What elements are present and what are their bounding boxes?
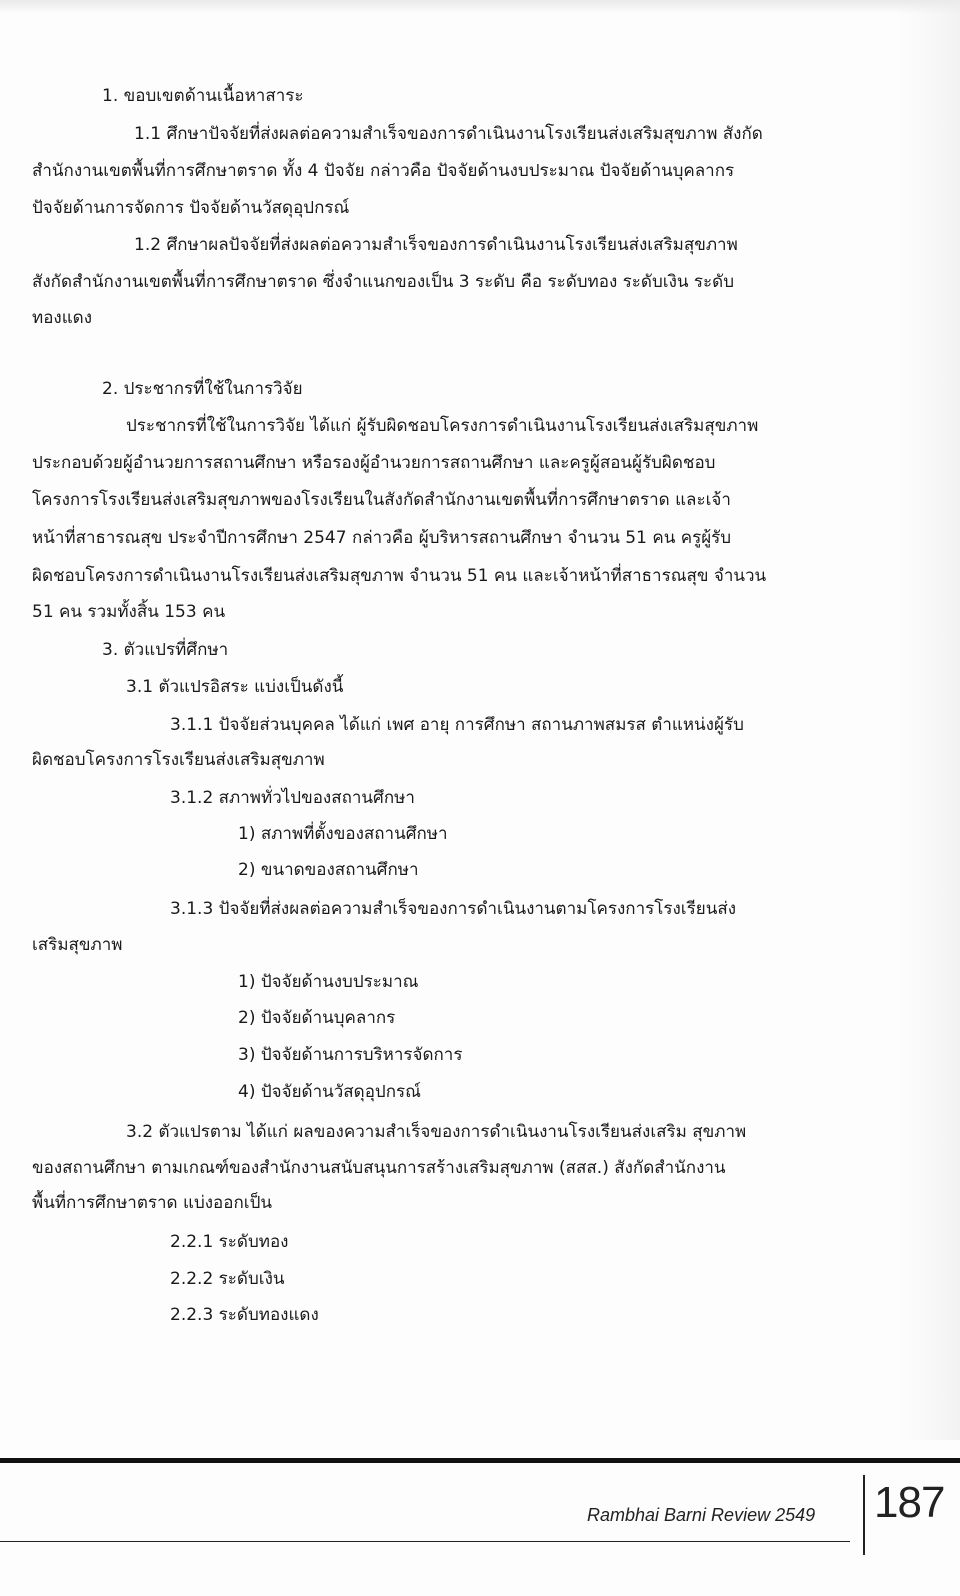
item-3-1-1-line-1: 3.1.1 ปัจจัยส่วนบุคคล ได้แก่ เพศ อายุ การศึกษา สถานภาพสมรส ตำแหน่งผู้รับ [170,715,744,735]
item-3-1-3-sub-2: 2) ปัจจัยด้านบุคลากร [238,1008,396,1028]
section-1-heading: 1. ขอบเขตด้านเนื้อหาสาระ [102,86,304,106]
section-2-para-line-3: โครงการโรงเรียนส่งเสริมสุขภาพของโรงเรียนในสังกัดสำนักงานเขตพื้นที่การศึกษาตราด และเจ้า [32,490,731,510]
section-2-para-line-6: 51 คน รวมทั้งสิ้น 153 คน [32,602,226,622]
item-1-1-line-1: 1.1 ศึกษาปัจจัยที่ส่งผลต่อความสำเร็จของการดำเนินงานโรงเรียนส่งเสริมสุขภาพ สังกัด [134,124,763,144]
page-number: 187 [874,1478,945,1527]
item-3-1-heading: 3.1 ตัวแปรอิสระ แบ่งเป็นดังนี้ [126,677,344,697]
scan-shadow-top [0,0,960,14]
section-2-heading: 2. ประชากรที่ใช้ในการวิจัย [102,379,303,399]
item-3-1-3-sub-3: 3) ปัจจัยด้านการบริหารจัดการ [238,1045,463,1065]
item-3-2-line-1: 3.2 ตัวแปรตาม ได้แก่ ผลของความสำเร็จของการดำเนินงานโรงเรียนส่งเสริม สุขภาพ [126,1122,747,1142]
item-3-1-2-sub-2: 2) ขนาดของสถานศึกษา [238,860,419,880]
item-3-1-2-sub-1: 1) สภาพที่ตั้งของสถานศึกษา [238,824,448,844]
item-3-1-3-line-1: 3.1.3 ปัจจัยที่ส่งผลต่อความสำเร็จของการดำเนินงานตามโครงการโรงเรียนส่ง [170,899,737,919]
section-2-para-line-2: ประกอบด้วยผู้อำนวยการสถานศึกษา หรือรองผู้อำนวยการสถานศึกษา และครูผู้สอนผู้รับผิดชอบ [32,453,716,473]
section-2-para-line-4: หน้าที่สาธารณสุข ประจำปีการศึกษา 2547 กล่าวคือ ผู้บริหารสถานศึกษา จำนวน 51 คน ครูผู้รับ [32,528,732,548]
footer-rule-vertical [863,1475,865,1555]
item-3-1-1-line-2: ผิดชอบโครงการโรงเรียนส่งเสริมสุขภาพ [32,750,325,770]
item-1-1-line-3: ปัจจัยด้านการจัดการ ปัจจัยด้านวัสดุอุปกรณ์ [32,198,350,218]
item-3-1-3-line-2: เสริมสุขภาพ [32,935,123,955]
section-2-para-line-5: ผิดชอบโครงการดำเนินงานโรงเรียนส่งเสริมสุขภาพ จำนวน 51 คน และเจ้าหน้าที่สาธารณสุข จำนวน [32,566,767,586]
level-gold: 2.2.1 ระดับทอง [170,1232,289,1252]
item-3-1-2-heading: 3.1.2 สภาพทั่วไปของสถานศึกษา [170,788,415,808]
footer-rule-thin [0,1541,850,1542]
section-3-heading: 3. ตัวแปรที่ศึกษา [102,640,229,660]
level-bronze: 2.2.3 ระดับทองแดง [170,1305,319,1325]
level-silver: 2.2.2 ระดับเงิน [170,1269,285,1289]
item-3-1-3-sub-1: 1) ปัจจัยด้านงบประมาณ [238,972,419,992]
journal-title: Rambhai Barni Review 2549 [587,1505,816,1525]
item-1-1-line-2: สำนักงานเขตพื้นที่การศึกษาตราด ทั้ง 4 ปัจจัย กล่าวคือ ปัจจัยด้านงบประมาณ ปัจจัยด้านบุคลากร [32,161,735,181]
item-3-1-3-sub-4: 4) ปัจจัยด้านวัสดุอุปกรณ์ [238,1082,421,1102]
item-3-2-line-2: ของสถานศึกษา ตามเกณฑ์ของสำนักงานสนับสนุนการสร้างเสริมสุขภาพ (สสส.) สังกัดสำนักงาน [32,1158,726,1178]
item-1-2-line-1: 1.2 ศึกษาผลปัจจัยที่ส่งผลต่อความสำเร็จของการดำเนินงานโรงเรียนส่งเสริมสุขภาพ [134,235,738,255]
section-2-para-line-1: ประชากรที่ใช้ในการวิจัย ได้แก่ ผู้รับผิดชอบโครงการดำเนินงานโรงเรียนส่งเสริมสุขภาพ [126,416,759,436]
footer-rule-thick [0,1458,960,1463]
scan-shadow-right [900,0,960,1440]
item-1-2-line-2: สังกัดสำนักงานเขตพื้นที่การศึกษาตราด ซึ่งจำแนกของเป็น 3 ระดับ คือ ระดับทอง ระดับเงิน ระดับ [32,272,734,292]
item-1-2-line-3: ทองแดง [32,308,93,328]
item-3-2-line-3: พื้นที่การศึกษาตราด แบ่งออกเป็น [32,1193,272,1213]
